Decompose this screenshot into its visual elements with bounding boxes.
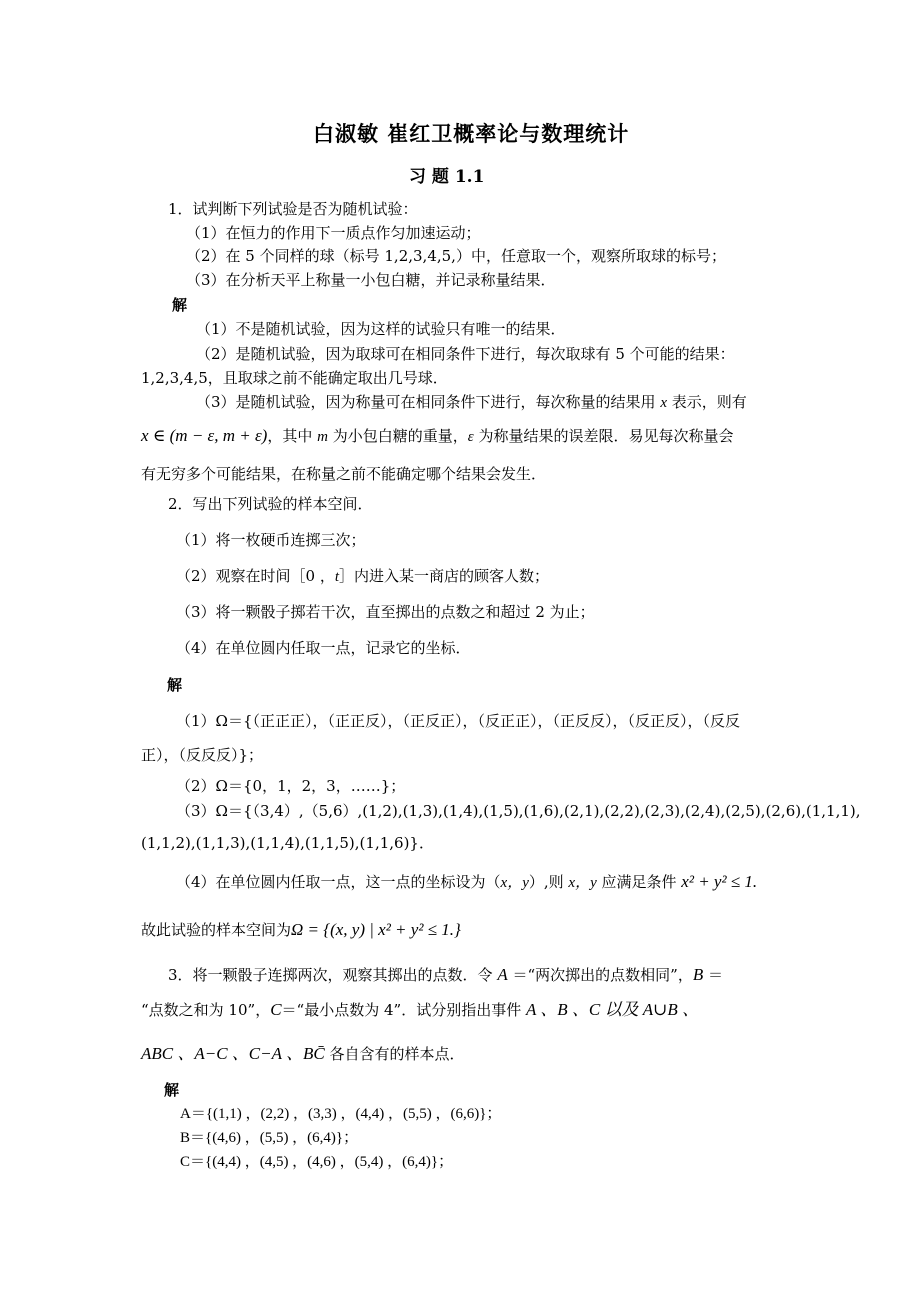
q1-answer-3-line1: （3）是随机试验，因为称量可在相同条件下进行，每次称量的结果用 x 表示，则有 — [196, 393, 747, 411]
q1-answer-2-line1: （2）是随机试验，因为取球可在相同条件下进行，每次取球有 5 个可能的结果： — [196, 345, 735, 363]
q3-answer-label: 解 — [164, 1081, 180, 1099]
q1-answer-1: （1）不是随机试验，因为这样的试验只有唯一的结果． — [196, 320, 566, 338]
q1-answer-3-line3: 有无穷多个可能结果，在称量之前不能确定哪个结果会发生． — [141, 465, 547, 483]
q1-item-1: （1）在恒力的作用下一质点作匀加速运动； — [186, 224, 481, 242]
q2-item-4: （4）在单位圆内任取一点，记录它的坐标． — [176, 639, 471, 657]
q2-item-3: （3）将一颗骰子掷若干次，直至掷出的点数之和超过 2 为止； — [176, 603, 595, 621]
q1-item-2: （2）在 5 个同样的球（标号 1,2,3,4,5,）中，任意取一个，观察所取球的标号； — [186, 247, 726, 265]
sample-space-formula: Ω = {(x, y) | x² + y² ≤ 1.} — [291, 920, 461, 939]
q2-item-2: （2）观察在时间［0 ，t］内进入某一商店的顾客人数； — [176, 567, 550, 585]
q3-line2: “点数之和为 10”，C＝“最小点数为 4”．试分别指出事件 A 、B 、C 以及 A∪B 、 — [141, 1000, 700, 1019]
q2-answer-1-line1: （1）Ω＝{（正正正），（正正反），（正反正），（反正正），（正反反），（反正反），（反反 — [176, 712, 741, 730]
document-title: 白淑敏 崔红卫概率论与数理统计 — [313, 121, 630, 146]
q3-line1: 3．将一颗骰子连掷两次，观察其掷出的点数．令 A ＝“两次掷出的点数相同”，B ＝ — [168, 965, 723, 984]
q1-answer-3-line2: x ∈ (m − ε, m + ε)，其中 m 为小包白糖的重量，ε 为称量结果的误差限．易见每次称量会 — [141, 426, 734, 445]
q3-answer-C: C＝{(4,4) ，(4,5) ，(4,6) ，(5,4) ，(6,4)}； — [180, 1154, 454, 1170]
q3-answer-A: A＝{(1,1) ，(2,2) ，(3,3) ，(4,4) ，(5,5) ，(6,6)}； — [180, 1106, 502, 1122]
q2-answer-label: 解 — [167, 676, 183, 694]
q1-answer-2-line2: 1,2,3,4,5，且取球之前不能确定取出几号球． — [141, 369, 448, 387]
section-heading: 习 题 1.1 — [409, 167, 485, 187]
q2-answer-4-line2: 故此试验的样本空间为Ω = {(x, y) | x² + y² ≤ 1.} — [141, 920, 461, 939]
q2-answer-3-line1: （3）Ω＝{（3,4）,（5,6）,(1,2),(1,3),(1,4),(1,5),(1,6),(2,1),(2,2),(2,3),(2,4),(2,5),(2,6),(1,1,1), — [176, 802, 861, 820]
q1-prompt: 1．试判断下列试验是否为随机试验： — [168, 200, 418, 218]
q3-answer-B: B＝{(4,6) ，(5,5) ，(6,4)}； — [180, 1130, 359, 1146]
q1-answer-label: 解 — [172, 296, 188, 314]
q3-line3: ABC 、A−C 、C−A 、BC̄ 各自含有的样本点． — [141, 1044, 465, 1063]
q1-item-3: （3）在分析天平上称量一小包白糖，并记录称量结果． — [186, 271, 556, 289]
q2-answer-4-line1: （4）在单位圆内任取一点，这一点的坐标设为（x，y）,则 x，y 应满足条件 x² + y² ≤ 1. — [176, 872, 758, 891]
q2-prompt: 2．写出下列试验的样本空间． — [168, 495, 373, 513]
q2-answer-3-line2: (1,1,2),(1,1,3),(1,1,4),(1,1,5),(1,1,6)}． — [141, 834, 434, 852]
unit-circle-condition: x² + y² ≤ 1. — [681, 872, 758, 891]
q2-answer-2: （2）Ω＝{0，1，2，3，……}； — [176, 777, 406, 795]
q2-answer-1-line2: 正），（反反反）}； — [141, 746, 264, 764]
q2-item-1: （1）将一枚硬币连掷三次； — [176, 531, 366, 549]
interval-formula: x ∈ (m − ε, m + ε) — [141, 426, 268, 445]
